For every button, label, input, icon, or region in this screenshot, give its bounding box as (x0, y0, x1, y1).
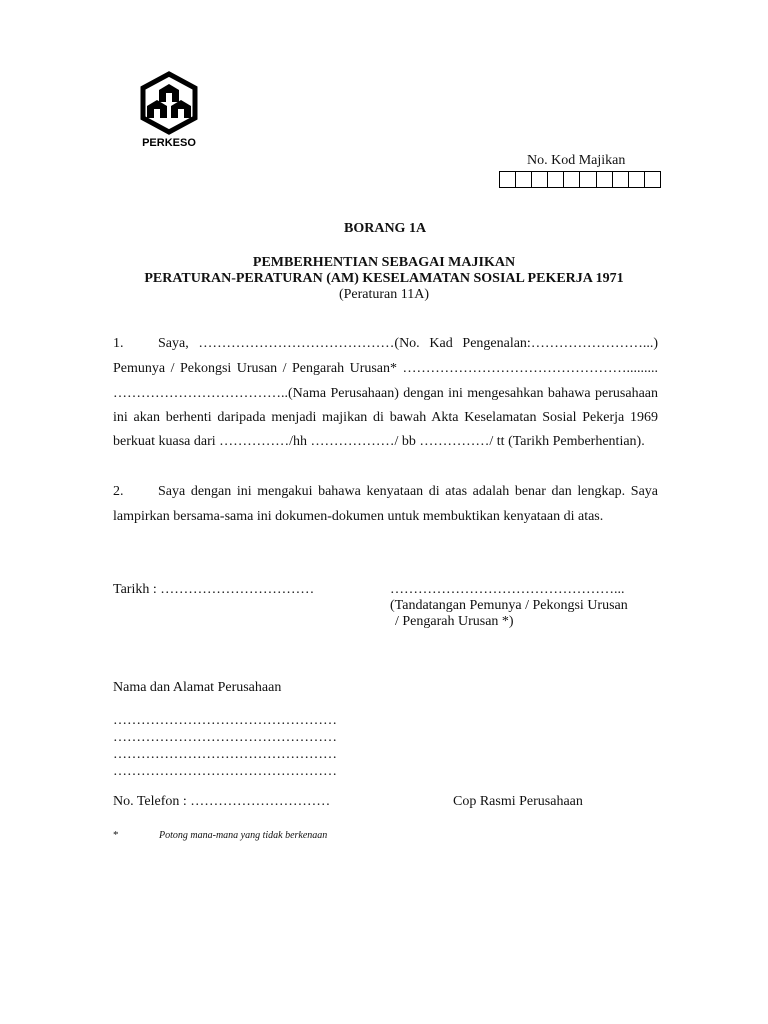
signature-line[interactable]: …………………………………………... (390, 582, 625, 597)
signature-caption-2: / Pengarah Urusan *) (395, 614, 514, 629)
code-digit-box[interactable] (597, 172, 613, 187)
perkeso-logo-icon (137, 70, 201, 152)
para1-number: 1. (113, 336, 124, 351)
code-digit-box[interactable] (645, 172, 660, 187)
para1-line-2: Pemunya / Pekongsi Urusan / Pengarah Urusan* …………………………………………......... (113, 361, 658, 376)
address-line[interactable]: ………………………………………… (113, 747, 337, 762)
code-digit-box[interactable] (500, 172, 516, 187)
address-line[interactable]: ………………………………………… (113, 713, 337, 728)
code-digit-box[interactable] (532, 172, 548, 187)
para1-line-4: ini akan berhenti daripada menjadi majikan di bawah Akta Keselamatan Sosial Pekerja 1969 (113, 410, 658, 425)
code-digit-box[interactable] (613, 172, 629, 187)
para1-line-5: berkuat kuasa dari ……………/hh ………………/ bb ……………/ tt (Tarikh Pemberhentian). (113, 434, 645, 449)
code-digit-box[interactable] (516, 172, 532, 187)
footnote-mark: * (113, 829, 119, 841)
phone-field[interactable]: No. Telefon : ………………………… (113, 794, 331, 809)
title-line-2: PERATURAN-PERATURAN (AM) KESELAMATAN SOSIAL PEKERJA 1971 (144, 271, 624, 286)
code-digit-box[interactable] (564, 172, 580, 187)
address-line[interactable]: ………………………………………… (113, 730, 337, 745)
para2-line-1: Saya dengan ini mengakui bahawa kenyataan di atas adalah benar dan lengkap. Saya (158, 484, 658, 499)
para1-line-3: ………………………………..(Nama Perusahaan) dengan ini mengesahkan bahawa perusahaan (113, 386, 658, 401)
para2-line-2: lampirkan bersama-sama ini dokumen-dokumen untuk membuktikan kenyataan di atas. (113, 509, 604, 524)
logo-text: PERKESO (142, 137, 196, 149)
perkeso-logo (137, 70, 201, 152)
footnote-text: Potong mana-mana yang tidak berkenaan (159, 830, 328, 841)
employer-code-boxes[interactable] (499, 171, 661, 188)
code-digit-box[interactable] (629, 172, 645, 187)
company-stamp-label: Cop Rasmi Perusahaan (453, 794, 583, 809)
address-line[interactable]: ………………………………………… (113, 764, 337, 779)
date-field[interactable]: Tarikh : …………………………… (113, 582, 315, 597)
form-number: BORANG 1A (344, 221, 427, 236)
company-block-label: Nama dan Alamat Perusahaan (113, 680, 282, 695)
signature-caption-1: (Tandatangan Pemunya / Pekongsi Urusan (390, 598, 628, 613)
code-digit-box[interactable] (548, 172, 564, 187)
regulation-ref: (Peraturan 11A) (338, 287, 430, 302)
para1-line-1: Saya, ……………………………………(No. Kad Pengenalan:……………………...) (158, 336, 658, 351)
title-line-1: PEMBERHENTIAN SEBAGAI MAJIKAN (252, 255, 516, 270)
employer-code-label: No. Kod Majikan (527, 153, 626, 168)
code-digit-box[interactable] (580, 172, 596, 187)
para2-number: 2. (113, 484, 124, 499)
